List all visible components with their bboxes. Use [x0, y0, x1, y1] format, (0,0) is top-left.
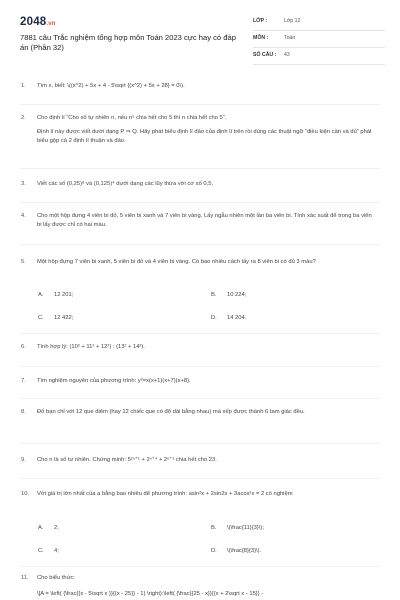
question-text: Một hộp đựng 7 viên bi xanh, 5 viên bi đỏ và 4 viên bi vàng. Có bao nhiêu cách lấy ra 8 viên bi có đủ 3 màu? — [37, 259, 316, 265]
answer-value: 2; — [54, 525, 59, 531]
question-number: 2. — [21, 115, 26, 121]
answer-option-d[interactable] — [211, 548, 261, 554]
meta-value: Toán — [284, 35, 296, 41]
question-text: Viết các số (0,25)⁸ và (0,125)⁴ dưới dạng các lũy thừa với cơ số 0,5. — [37, 181, 214, 187]
answer-value: 12 201; — [54, 292, 74, 298]
question-text: Đố bạn chỉ với 12 que diêm (hay 12 chiếc que có độ dài bằng nhau) mà xếp được thành 6 tam giác đều. — [37, 409, 305, 415]
answer-key: A. — [38, 292, 44, 298]
question-text: Cho n là số tự nhiên. Chứng minh: 5²ⁿ⁺¹ + 2ⁿ⁺⁴ + 2ⁿ⁺¹ chia hết cho 23. — [37, 457, 217, 463]
answer-key: B. — [211, 525, 217, 531]
question-number: 10. — [21, 491, 30, 497]
answer-value: \(\frac{8}{3}\). — [227, 548, 262, 554]
answer-key: D. — [211, 548, 217, 554]
divider — [20, 244, 380, 245]
answer-option-a[interactable] — [38, 292, 73, 298]
question-text: Cho biểu thức: — [37, 575, 76, 581]
answer-value: 12 422; — [54, 315, 74, 321]
answer-option-c[interactable] — [38, 315, 73, 321]
meta-key: LỚP : — [253, 18, 268, 24]
answer-option-b[interactable] — [211, 292, 246, 298]
question-number: 11. — [21, 575, 29, 581]
question-number: 1. — [21, 83, 26, 89]
question-number: 3. — [21, 181, 26, 187]
divider — [20, 168, 380, 169]
question-number: 9. — [21, 457, 26, 463]
divider — [20, 202, 380, 203]
meta-value: 43 — [284, 52, 290, 58]
answer-value: \(\frac{11}{3}\); — [227, 525, 264, 531]
divider — [20, 443, 380, 444]
question-number: 7. — [21, 378, 26, 384]
site-logo[interactable] — [20, 16, 56, 28]
question-number: 4. — [21, 213, 26, 219]
answer-key: D. — [211, 315, 217, 321]
question-number: 6. — [21, 344, 26, 350]
answer-key: B. — [211, 292, 217, 298]
divider — [20, 366, 380, 367]
divider — [20, 566, 380, 567]
answer-option-a[interactable] — [38, 525, 59, 531]
logo-text: 2048 — [20, 16, 47, 28]
meta-row-grade — [253, 14, 385, 31]
question-text: Cho định lí “Cho số tự nhiên n, nếu n⁵ chia hết cho 5 thì n chia hết cho 5”. — [37, 115, 227, 121]
answer-key: C. — [38, 315, 44, 321]
meta-table — [253, 14, 385, 65]
question-text: Tìm x, biết: \((x^2) + 5x + 4 - 5\sqrt {(x^2) + 5x + 28} = 0\). — [37, 83, 185, 89]
divider — [20, 398, 380, 399]
answer-option-c[interactable] — [38, 548, 59, 554]
meta-row-subject — [253, 31, 385, 48]
answer-key: A. — [38, 525, 44, 531]
question-text: Cho một hộp đựng 4 viên bi đỏ, 5 viên bi xanh và 7 viên bi vàng. Lấy ngẫu nhiên một lần ba viên bi. Tính xác suất để trong ba viên bi lấy được chỉ có hai màu. — [37, 213, 372, 228]
question-text: Tìm nghiệm nguyên của phương trình: y²=x(x+1)(x+7)(x+8). — [37, 378, 191, 384]
question-text-continued: Định lí này được viết dưới dạng P ⇒ Q. Hãy phát biểu định lí đảo của định lí trên rồi dùng các thuật ngữ “điều kiện cần và đủ” phát biểu gộp cả 2 định lí thuận và đảo. — [37, 129, 372, 144]
question-text: Tính hợp lý: (10² + 11² + 12²) : (13² + 14²). — [37, 344, 145, 350]
question-text: Với giá trị lớn nhất của a bằng bao nhiêu để phương trình: asin²x + 2sin2x + 3acos²x = 2 có nghiệm — [37, 491, 293, 497]
meta-key: SỐ CÂU : — [253, 52, 277, 58]
divider — [20, 478, 380, 479]
question-formula: \[A = \left( {\frac{{x - 5\sqrt x }}{{x - 25}} - 1} \right):\left( {\frac{{25 - x}}{{x + 2\sqrt x - 15}} - — [37, 591, 264, 597]
question-number: 8. — [21, 409, 26, 415]
answer-option-d[interactable] — [211, 315, 246, 321]
divider — [20, 104, 380, 105]
answer-value: 4; — [54, 548, 59, 554]
logo-tld: .vn — [46, 21, 56, 27]
document-title: 7881 câu Trắc nghiệm tổng hợp môn Toán 2023 cực hay có đáp án (Phần 32) — [20, 33, 236, 52]
meta-row-count — [253, 48, 385, 65]
answer-option-b[interactable] — [211, 525, 264, 531]
answer-value: 10 224; — [227, 292, 247, 298]
meta-value: Lớp 12 — [284, 18, 301, 24]
answer-key: C. — [38, 548, 44, 554]
question-number: 5. — [21, 259, 26, 265]
meta-key: MÔN : — [253, 35, 269, 41]
answer-value: 14 204. — [227, 315, 247, 321]
divider — [20, 333, 380, 334]
